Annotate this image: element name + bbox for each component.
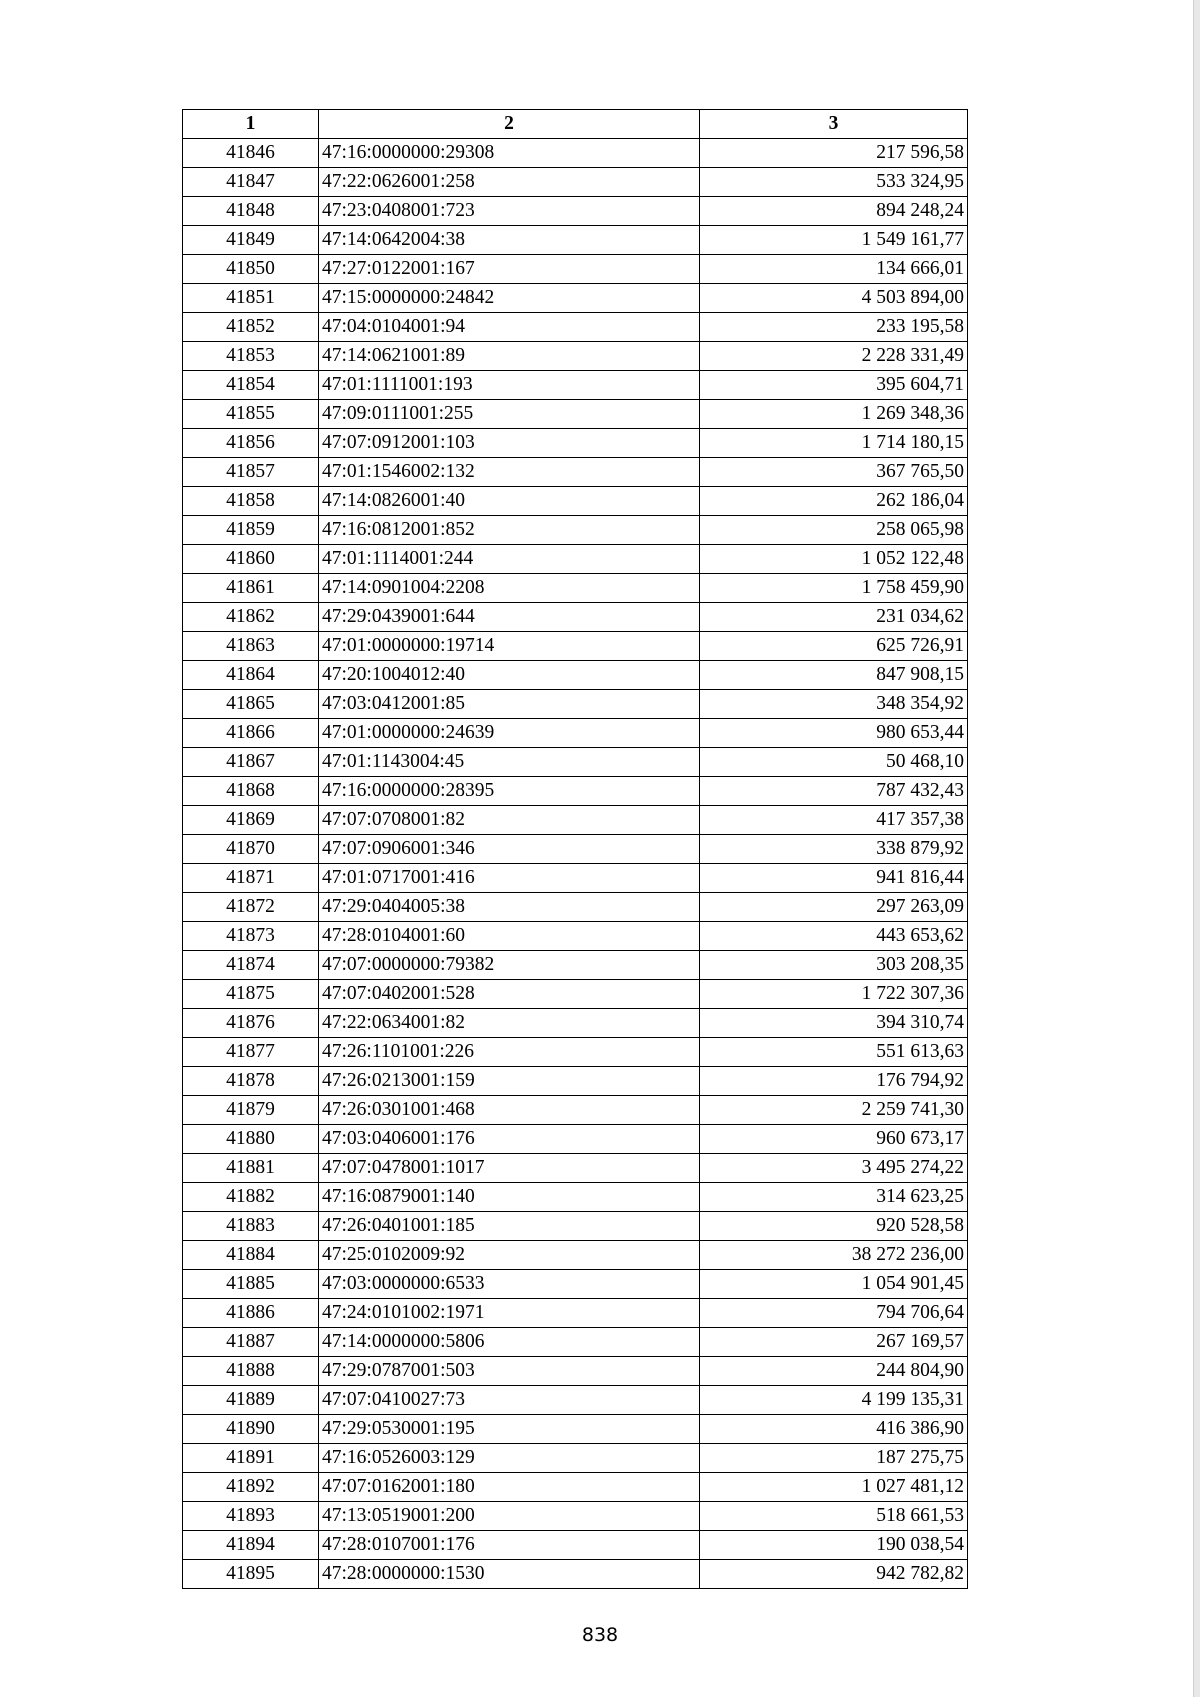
cadastral-number-cell: 47:28:0104001:60 xyxy=(319,922,700,951)
cadastral-number-cell: 47:15:0000000:24842 xyxy=(319,284,700,313)
table-row xyxy=(183,1038,968,1067)
column-header-value: 3 xyxy=(700,110,968,139)
cadastral-number-cell: 47:25:0102009:92 xyxy=(319,1241,700,1270)
cadastral-value-cell: 348 354,92 xyxy=(700,690,968,719)
cadastral-value-cell: 787 432,43 xyxy=(700,777,968,806)
row-number-cell: 41859 xyxy=(183,516,319,545)
table-row xyxy=(183,1154,968,1183)
row-number-cell: 41895 xyxy=(183,1560,319,1589)
column-header-cadastral-number: 2 xyxy=(319,110,700,139)
row-number-cell: 41847 xyxy=(183,168,319,197)
cadastral-value-cell: 50 468,10 xyxy=(700,748,968,777)
table-row xyxy=(183,980,968,1009)
cadastral-value-cell: 1 758 459,90 xyxy=(700,574,968,603)
row-number-cell: 41856 xyxy=(183,429,319,458)
page-number: 838 xyxy=(581,1624,619,1646)
table-row xyxy=(183,429,968,458)
row-number-cell: 41893 xyxy=(183,1502,319,1531)
row-number-cell: 41880 xyxy=(183,1125,319,1154)
cadastral-number-cell: 47:26:0301001:468 xyxy=(319,1096,700,1125)
table-row xyxy=(183,922,968,951)
row-number-cell: 41858 xyxy=(183,487,319,516)
cadastral-value-cell: 134 666,01 xyxy=(700,255,968,284)
cadastral-value-cell: 942 782,82 xyxy=(700,1560,968,1589)
row-number-cell: 41865 xyxy=(183,690,319,719)
table-row xyxy=(183,313,968,342)
cadastral-value-cell: 314 623,25 xyxy=(700,1183,968,1212)
page-edge xyxy=(1193,0,1200,1697)
row-number-cell: 41852 xyxy=(183,313,319,342)
cadastral-value-cell: 217 596,58 xyxy=(700,139,968,168)
cadastral-value-cell: 1 714 180,15 xyxy=(700,429,968,458)
row-number-cell: 41860 xyxy=(183,545,319,574)
table-row xyxy=(183,1212,968,1241)
table-row xyxy=(183,574,968,603)
table-row xyxy=(183,1531,968,1560)
cadastral-number-cell: 47:07:0410027:73 xyxy=(319,1386,700,1415)
cadastral-number-cell: 47:07:0906001:346 xyxy=(319,835,700,864)
row-number-cell: 41887 xyxy=(183,1328,319,1357)
cadastral-number-cell: 47:28:0000000:1530 xyxy=(319,1560,700,1589)
cadastral-number-cell: 47:01:0000000:24639 xyxy=(319,719,700,748)
cadastral-value-cell: 395 604,71 xyxy=(700,371,968,400)
row-number-cell: 41884 xyxy=(183,1241,319,1270)
row-number-cell: 41872 xyxy=(183,893,319,922)
cadastral-value-cell: 3 495 274,22 xyxy=(700,1154,968,1183)
table-row xyxy=(183,168,968,197)
cadastral-number-cell: 47:28:0107001:176 xyxy=(319,1531,700,1560)
row-number-cell: 41849 xyxy=(183,226,319,255)
table-row xyxy=(183,719,968,748)
table-row xyxy=(183,342,968,371)
cadastral-number-cell: 47:14:0621001:89 xyxy=(319,342,700,371)
table-row xyxy=(183,139,968,168)
cadastral-value-cell: 533 324,95 xyxy=(700,168,968,197)
table-row xyxy=(183,516,968,545)
row-number-cell: 41846 xyxy=(183,139,319,168)
row-number-cell: 41871 xyxy=(183,864,319,893)
table-row xyxy=(183,1444,968,1473)
table-row xyxy=(183,690,968,719)
row-number-cell: 41861 xyxy=(183,574,319,603)
table-row xyxy=(183,1009,968,1038)
row-number-cell: 41876 xyxy=(183,1009,319,1038)
row-number-cell: 41885 xyxy=(183,1270,319,1299)
cadastral-value-cell: 941 816,44 xyxy=(700,864,968,893)
cadastral-number-cell: 47:01:0717001:416 xyxy=(319,864,700,893)
cadastral-number-cell: 47:22:0634001:82 xyxy=(319,1009,700,1038)
row-number-cell: 41864 xyxy=(183,661,319,690)
cadastral-number-cell: 47:14:0000000:5806 xyxy=(319,1328,700,1357)
cadastral-number-cell: 47:16:0000000:29308 xyxy=(319,139,700,168)
cadastral-value-cell: 1 549 161,77 xyxy=(700,226,968,255)
row-number-cell: 41890 xyxy=(183,1415,319,1444)
row-number-cell: 41881 xyxy=(183,1154,319,1183)
row-number-cell: 41851 xyxy=(183,284,319,313)
table-row xyxy=(183,487,968,516)
row-number-cell: 41878 xyxy=(183,1067,319,1096)
row-number-cell: 41874 xyxy=(183,951,319,980)
cadastral-value-cell: 394 310,74 xyxy=(700,1009,968,1038)
cadastral-value-cell: 920 528,58 xyxy=(700,1212,968,1241)
table-row xyxy=(183,1241,968,1270)
cadastral-number-cell: 47:01:1546002:132 xyxy=(319,458,700,487)
cadastral-value-cell: 1 052 122,48 xyxy=(700,545,968,574)
cadastral-number-cell: 47:16:0526003:129 xyxy=(319,1444,700,1473)
cadastral-value-cell: 960 673,17 xyxy=(700,1125,968,1154)
cadastral-number-cell: 47:14:0642004:38 xyxy=(319,226,700,255)
row-number-cell: 41848 xyxy=(183,197,319,226)
cadastral-number-cell: 47:29:0404005:38 xyxy=(319,893,700,922)
row-number-cell: 41855 xyxy=(183,400,319,429)
row-number-cell: 41889 xyxy=(183,1386,319,1415)
cadastral-value-table xyxy=(182,109,968,1589)
table-row xyxy=(183,835,968,864)
table-row xyxy=(183,603,968,632)
cadastral-value-cell: 303 208,35 xyxy=(700,951,968,980)
cadastral-number-cell: 47:29:0439001:644 xyxy=(319,603,700,632)
cadastral-value-cell: 297 263,09 xyxy=(700,893,968,922)
cadastral-number-cell: 47:01:1143004:45 xyxy=(319,748,700,777)
cadastral-number-cell: 47:03:0406001:176 xyxy=(319,1125,700,1154)
cadastral-number-cell: 47:27:0122001:167 xyxy=(319,255,700,284)
cadastral-number-cell: 47:16:0879001:140 xyxy=(319,1183,700,1212)
cadastral-number-cell: 47:14:0826001:40 xyxy=(319,487,700,516)
cadastral-value-cell: 4 199 135,31 xyxy=(700,1386,968,1415)
table-row xyxy=(183,1386,968,1415)
cadastral-value-cell: 262 186,04 xyxy=(700,487,968,516)
table-row xyxy=(183,400,968,429)
row-number-cell: 41879 xyxy=(183,1096,319,1125)
table-header-row xyxy=(183,110,968,139)
cadastral-number-cell: 47:14:0901004:2208 xyxy=(319,574,700,603)
row-number-cell: 41853 xyxy=(183,342,319,371)
table-row xyxy=(183,1357,968,1386)
cadastral-value-cell: 244 804,90 xyxy=(700,1357,968,1386)
cadastral-value-cell: 1 269 348,36 xyxy=(700,400,968,429)
cadastral-value-cell: 2 259 741,30 xyxy=(700,1096,968,1125)
table-row xyxy=(183,226,968,255)
cadastral-number-cell: 47:26:0213001:159 xyxy=(319,1067,700,1096)
table-row xyxy=(183,632,968,661)
row-number-cell: 41873 xyxy=(183,922,319,951)
cadastral-value-cell: 258 065,98 xyxy=(700,516,968,545)
cadastral-number-cell: 47:03:0000000:6533 xyxy=(319,1270,700,1299)
cadastral-value-cell: 187 275,75 xyxy=(700,1444,968,1473)
cadastral-value-cell: 417 357,38 xyxy=(700,806,968,835)
table-row xyxy=(183,284,968,313)
cadastral-value-cell: 190 038,54 xyxy=(700,1531,968,1560)
cadastral-number-cell: 47:22:0626001:258 xyxy=(319,168,700,197)
cadastral-value-cell: 847 908,15 xyxy=(700,661,968,690)
cadastral-value-cell: 233 195,58 xyxy=(700,313,968,342)
table-row xyxy=(183,661,968,690)
table-row xyxy=(183,1502,968,1531)
row-number-cell: 41869 xyxy=(183,806,319,835)
row-number-cell: 41870 xyxy=(183,835,319,864)
row-number-cell: 41854 xyxy=(183,371,319,400)
table-row xyxy=(183,951,968,980)
row-number-cell: 41888 xyxy=(183,1357,319,1386)
row-number-cell: 41863 xyxy=(183,632,319,661)
cadastral-value-cell: 176 794,92 xyxy=(700,1067,968,1096)
cadastral-value-cell: 625 726,91 xyxy=(700,632,968,661)
table-row xyxy=(183,893,968,922)
cadastral-number-cell: 47:09:0111001:255 xyxy=(319,400,700,429)
cadastral-value-cell: 551 613,63 xyxy=(700,1038,968,1067)
table-row xyxy=(183,1183,968,1212)
cadastral-value-cell: 231 034,62 xyxy=(700,603,968,632)
cadastral-value-cell: 794 706,64 xyxy=(700,1299,968,1328)
table-row xyxy=(183,1415,968,1444)
cadastral-value-cell: 416 386,90 xyxy=(700,1415,968,1444)
cadastral-value-cell: 4 503 894,00 xyxy=(700,284,968,313)
cadastral-number-cell: 47:16:0812001:852 xyxy=(319,516,700,545)
cadastral-value-cell: 894 248,24 xyxy=(700,197,968,226)
column-header-number: 1 xyxy=(183,110,319,139)
table-row xyxy=(183,1473,968,1502)
table-row xyxy=(183,1067,968,1096)
cadastral-value-cell: 980 653,44 xyxy=(700,719,968,748)
cadastral-number-cell: 47:29:0530001:195 xyxy=(319,1415,700,1444)
row-number-cell: 41867 xyxy=(183,748,319,777)
table-row xyxy=(183,371,968,400)
row-number-cell: 41862 xyxy=(183,603,319,632)
table-row xyxy=(183,255,968,284)
cadastral-number-cell: 47:07:0162001:180 xyxy=(319,1473,700,1502)
cadastral-number-cell: 47:13:0519001:200 xyxy=(319,1502,700,1531)
cadastral-value-cell: 443 653,62 xyxy=(700,922,968,951)
cadastral-number-cell: 47:01:1111001:193 xyxy=(319,371,700,400)
table-row xyxy=(183,1125,968,1154)
cadastral-value-cell: 518 661,53 xyxy=(700,1502,968,1531)
cadastral-number-cell: 47:07:0402001:528 xyxy=(319,980,700,1009)
table-row xyxy=(183,1096,968,1125)
row-number-cell: 41877 xyxy=(183,1038,319,1067)
table-row xyxy=(183,777,968,806)
table-body xyxy=(183,139,968,1589)
cadastral-value-cell: 1 027 481,12 xyxy=(700,1473,968,1502)
row-number-cell: 41866 xyxy=(183,719,319,748)
cadastral-number-cell: 47:29:0787001:503 xyxy=(319,1357,700,1386)
row-number-cell: 41868 xyxy=(183,777,319,806)
row-number-cell: 41894 xyxy=(183,1531,319,1560)
cadastral-value-cell: 1 054 901,45 xyxy=(700,1270,968,1299)
cadastral-number-cell: 47:23:0408001:723 xyxy=(319,197,700,226)
cadastral-number-cell: 47:24:0101002:1971 xyxy=(319,1299,700,1328)
table-row xyxy=(183,748,968,777)
row-number-cell: 41882 xyxy=(183,1183,319,1212)
table-row xyxy=(183,1270,968,1299)
cadastral-number-cell: 47:26:0401001:185 xyxy=(319,1212,700,1241)
cadastral-number-cell: 47:03:0412001:85 xyxy=(319,690,700,719)
row-number-cell: 41875 xyxy=(183,980,319,1009)
cadastral-number-cell: 47:26:1101001:226 xyxy=(319,1038,700,1067)
cadastral-value-cell: 2 228 331,49 xyxy=(700,342,968,371)
table-row xyxy=(183,458,968,487)
row-number-cell: 41892 xyxy=(183,1473,319,1502)
cadastral-value-cell: 1 722 307,36 xyxy=(700,980,968,1009)
cadastral-number-cell: 47:01:0000000:19714 xyxy=(319,632,700,661)
cadastral-number-cell: 47:07:0912001:103 xyxy=(319,429,700,458)
cadastral-value-cell: 338 879,92 xyxy=(700,835,968,864)
table-row xyxy=(183,197,968,226)
row-number-cell: 41850 xyxy=(183,255,319,284)
cadastral-value-cell: 367 765,50 xyxy=(700,458,968,487)
cadastral-number-cell: 47:16:0000000:28395 xyxy=(319,777,700,806)
table-row xyxy=(183,864,968,893)
row-number-cell: 41883 xyxy=(183,1212,319,1241)
cadastral-number-cell: 47:07:0708001:82 xyxy=(319,806,700,835)
cadastral-number-cell: 47:20:1004012:40 xyxy=(319,661,700,690)
table-row xyxy=(183,1560,968,1589)
table-row xyxy=(183,545,968,574)
cadastral-value-cell: 38 272 236,00 xyxy=(700,1241,968,1270)
row-number-cell: 41886 xyxy=(183,1299,319,1328)
row-number-cell: 41891 xyxy=(183,1444,319,1473)
cadastral-number-cell: 47:04:0104001:94 xyxy=(319,313,700,342)
table-row xyxy=(183,806,968,835)
cadastral-value-cell: 267 169,57 xyxy=(700,1328,968,1357)
cadastral-number-cell: 47:01:1114001:244 xyxy=(319,545,700,574)
cadastral-number-cell: 47:07:0000000:79382 xyxy=(319,951,700,980)
row-number-cell: 41857 xyxy=(183,458,319,487)
cadastral-number-cell: 47:07:0478001:1017 xyxy=(319,1154,700,1183)
table-row xyxy=(183,1299,968,1328)
table-row xyxy=(183,1328,968,1357)
